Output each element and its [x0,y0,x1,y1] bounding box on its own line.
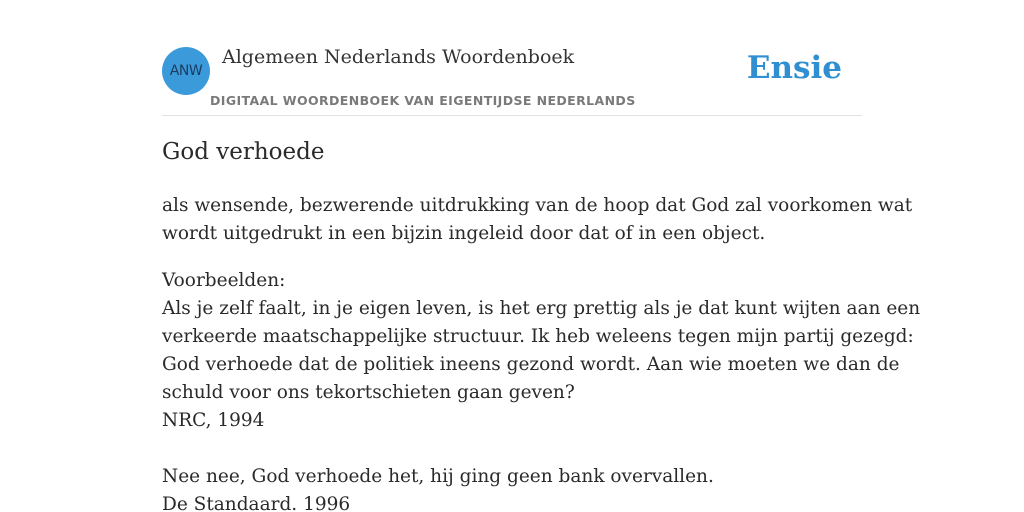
example-line: God verhoede dat de politiek ineens gezond wordt. Aan wie moeten we dan de [162,354,900,375]
page [162,0,921,512]
example-line: Nee nee, God verhoede het, hij ging geen bank overvallen. [162,466,714,487]
anw-logo[interactable]: ANW [162,47,210,95]
example-line: verkeerde maatschappelijke structuur. Ik heb weleens tegen mijn partij gezegd: [162,326,914,347]
examples-block [162,267,921,512]
definition-line: als wensende, bezwerende uitdrukking van de hoop dat God zal voorkomen wat [162,195,913,216]
header-divider [162,115,862,116]
example-line: Als je zelf faalt, in je eigen leven, is het erg prettig als je dat kunt wijten aan een [162,298,921,319]
site-subtitle: DIGITAAL WOORDENBOEK VAN EIGENTIJDSE NEDERLANDS [210,93,636,108]
entry-title: God verhoede [162,139,325,165]
site-title[interactable]: Algemeen Nederlands Woordenboek [222,46,575,68]
ensie-logo[interactable]: Ensie [746,50,842,86]
example-spacer [162,435,862,463]
example-source: De Standaard. 1996 [162,494,351,512]
entry-definition [162,192,913,248]
example-line: schuld voor ons tekortschieten gaan geven? [162,382,575,403]
examples-label: Voorbeelden: [162,270,286,291]
definition-line: wordt uitgedrukt in een bijzin ingeleid door dat of in een object. [162,223,766,244]
example-source: NRC, 1994 [162,410,265,431]
